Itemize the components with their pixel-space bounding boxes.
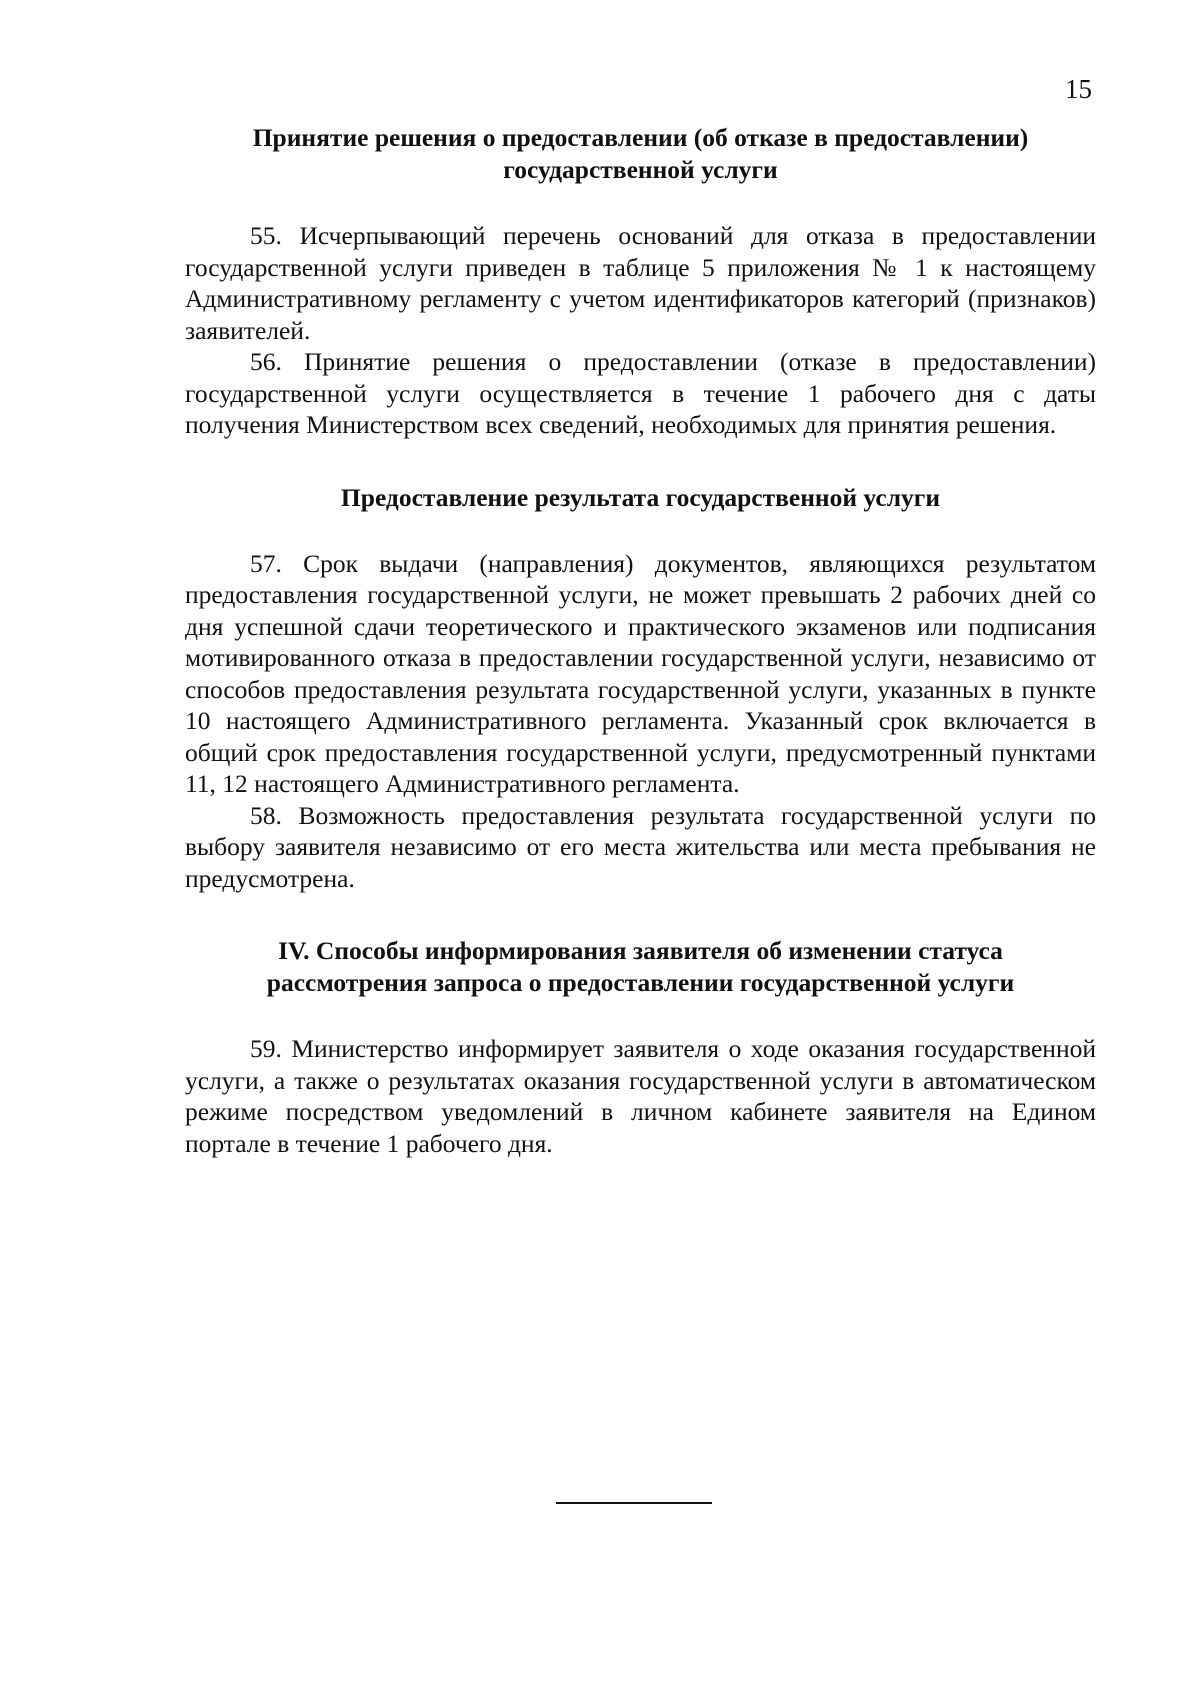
heading-line: Принятие решения о предоставлении (об отказе в предоставлении) <box>252 123 1029 152</box>
document-body <box>185 122 1096 1159</box>
paragraph-57: 57. Срок выдачи (направления) документов, являющихся результатом предоставления государственной услуги, не может превышать 2 рабочих дней со дня успешной сдачи теоретического и практического экзаменов или подписания мотивированного отказа в предоставлении государственной услуги, независимо от способов предоставления результата государственной услуги, указанных в пункте 10 настоящего Административного регламента. Указанный срок включается в общий срок предоставления государственной услуги, предусмотренный пунктами 11, 12 настоящего Административного регламента. <box>185 548 1096 798</box>
heading-line: Предоставление результата государственной услуги <box>340 482 941 512</box>
closing-divider <box>556 1502 712 1504</box>
paragraph-55: 55. Исчерпывающий перечень оснований для отказа в предоставлении государственной услуги приведен в таблице 5 приложения № 1 к настоящему Административному регламенту с учетом идентификаторов категорий (признаков) заявителей. <box>185 221 1096 345</box>
paragraph-59: 59. Министерство информирует заявителя о ходе оказания государственной услуги, а также о результатах оказания государственной услуги в автоматическом режиме посредством уведомлений в личном кабинете заявителя на Едином портале в течение 1 рабочего дня. <box>185 1034 1096 1158</box>
paragraph-58: 58. Возможность предоставления результата государственной услуги по выбору заявителя независимо от его места жительства или места пребывания не предусмотрена. <box>185 800 1096 893</box>
paragraph-56: 56. Принятие решения о предоставлении (отказе в предоставлении) государственной услуги осуществляется в течение 1 рабочего дня с даты получения Министерством всех сведений, необходимых для принятия решения. <box>185 347 1096 439</box>
heading-line: рассмотрения запроса о предоставлении государственной услуги <box>266 968 1015 997</box>
section-heading <box>185 122 1096 186</box>
page-number: 15 <box>1065 74 1092 104</box>
heading-line: государственной услуги <box>503 155 778 184</box>
section-heading <box>185 935 1096 999</box>
section-heading <box>185 482 1096 514</box>
heading-line: IV. Способы информирования заявителя об изменении статуса <box>278 936 1003 965</box>
